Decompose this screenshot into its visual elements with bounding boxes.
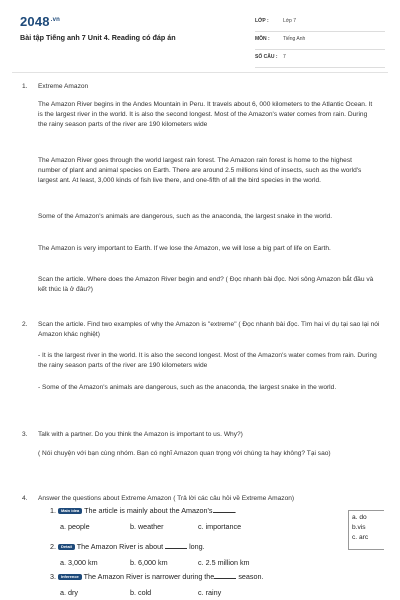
item-text: . — [234, 506, 237, 515]
page-header — [0, 0, 400, 70]
option[interactable]: c. rainy — [198, 588, 222, 597]
article-paragraph: The Amazon River goes through the world largest rain forest. The Amazon rain forest is home to the highest number of plant and animal species on Earth. There are around 2.5 millions kind of insects, such as the world's largest ant. At least, 3,000 kinds of fish live there, and one-fifth of all the bird species in the world. — [38, 157, 362, 184]
exercise-item — [50, 506, 237, 515]
question-prompt: Answer the questions about Extreme Amazon ( Trả lời các câu hỏi về Extreme Amazon) — [38, 495, 295, 502]
item-text: The Amazon River is narrower during the — [83, 572, 215, 581]
meta-table — [255, 14, 385, 68]
question-number: 4. — [22, 495, 28, 502]
item-number: 2. — [50, 542, 56, 551]
answer-text: - Some of the Amazon's animals are dangerous, such as the anaconda, the largest snake in the world. — [38, 384, 337, 391]
exercise-item — [50, 572, 264, 581]
side-option: a. do — [352, 514, 367, 521]
item-tag: Detail — [58, 544, 75, 550]
site-logo[interactable]: $2048^{.vn}$ — [20, 14, 61, 29]
answer-blank — [214, 578, 236, 579]
meta-value: Lớp 7 — [283, 18, 297, 24]
answer-blank — [165, 548, 187, 549]
item-text: The Amazon River is about — [76, 542, 164, 551]
item-tag: Inference — [58, 574, 82, 580]
article-heading: Extreme Amazon — [38, 83, 89, 90]
question-prompt: Scan the article. Find two examples of why the Amazon is "extreme" ( Đọc nhanh bài đọc. Tìm hai ví dụ tại sao lại nói Amazon khác nghiệt) — [38, 321, 380, 338]
option[interactable]: b. weather — [130, 522, 164, 531]
meta-row-subject — [255, 32, 385, 50]
question-number: 1. — [22, 83, 28, 90]
side-option: b.vis — [352, 524, 366, 531]
article-paragraph: The Amazon is very important to Earth. If we lose the Amazon, we will lose a big part of life on Earth. — [38, 245, 331, 252]
item-text: The article is mainly about the Amazon's — [84, 506, 213, 515]
item-number: 3. — [50, 572, 56, 581]
meta-value: Tiếng Anh — [283, 36, 306, 42]
option[interactable]: b. 6,000 km — [130, 558, 168, 567]
option[interactable]: a. 3,000 km — [60, 558, 98, 567]
option[interactable]: c. 2.5 million km — [198, 558, 250, 567]
option[interactable]: a. dry — [60, 588, 78, 597]
exercise-item — [50, 542, 205, 551]
item-number: 1. — [50, 506, 56, 515]
item-text: long. — [189, 542, 205, 551]
option[interactable]: c. importance — [198, 522, 242, 531]
meta-key: SỐ CÂU : — [255, 54, 278, 60]
header-divider — [12, 72, 388, 73]
question-translation: ( Nói chuyện với bạn cùng nhóm. Bạn có nghĩ Amazon quan trọng với chúng ta hay không? Tại sao) — [38, 450, 331, 457]
meta-key: LỚP : — [255, 18, 269, 24]
question-prompt: Talk with a partner. Do you think the Amazon is important to us. Why?) — [38, 431, 243, 438]
question-number: 2. — [22, 321, 28, 328]
article-paragraph: The Amazon River begins in the Andes Mountain in Peru. It travels about 6, 000 kilometers to the Atlantic Ocean. It is the largest river in the world. It is also the second longest. Most of the Amazon's water comes from rain. During the rainy season parts of the river are 190 kilometers wide — [38, 101, 373, 128]
answer-text: - It is the largest river in the world. It is also the second longest. Most of the Amazon's water comes from rain. During the rainy season parts of the river are 190 kilometers wide — [38, 352, 377, 369]
meta-value: 7 — [283, 54, 286, 60]
item-tag: Main idea — [58, 508, 82, 514]
document-title: Bài tập Tiếng anh 7 Unit 4. Reading có đáp án — [20, 33, 176, 42]
question-prompt: Scan the article. Where does the Amazon River begin and end? ( Đọc nhanh bài đọc. Nơi sông Amazon bắt đầu và kết thúc là ở đâu?) — [38, 276, 374, 293]
option[interactable]: b. cold — [130, 588, 152, 597]
cropped-side-options — [348, 510, 384, 550]
answer-blank — [213, 512, 235, 513]
question-number: 3. — [22, 431, 28, 438]
meta-row-count — [255, 50, 385, 68]
meta-row-class — [255, 14, 385, 32]
meta-key: MÔN : — [255, 36, 270, 42]
exercise-image — [38, 506, 378, 600]
side-option: c. arc — [352, 534, 369, 541]
item-text: season. — [238, 572, 264, 581]
option[interactable]: a. people — [60, 522, 90, 531]
article-paragraph: Some of the Amazon's animals are dangerous, such as the anaconda, the largest snake in the world. — [38, 213, 333, 220]
